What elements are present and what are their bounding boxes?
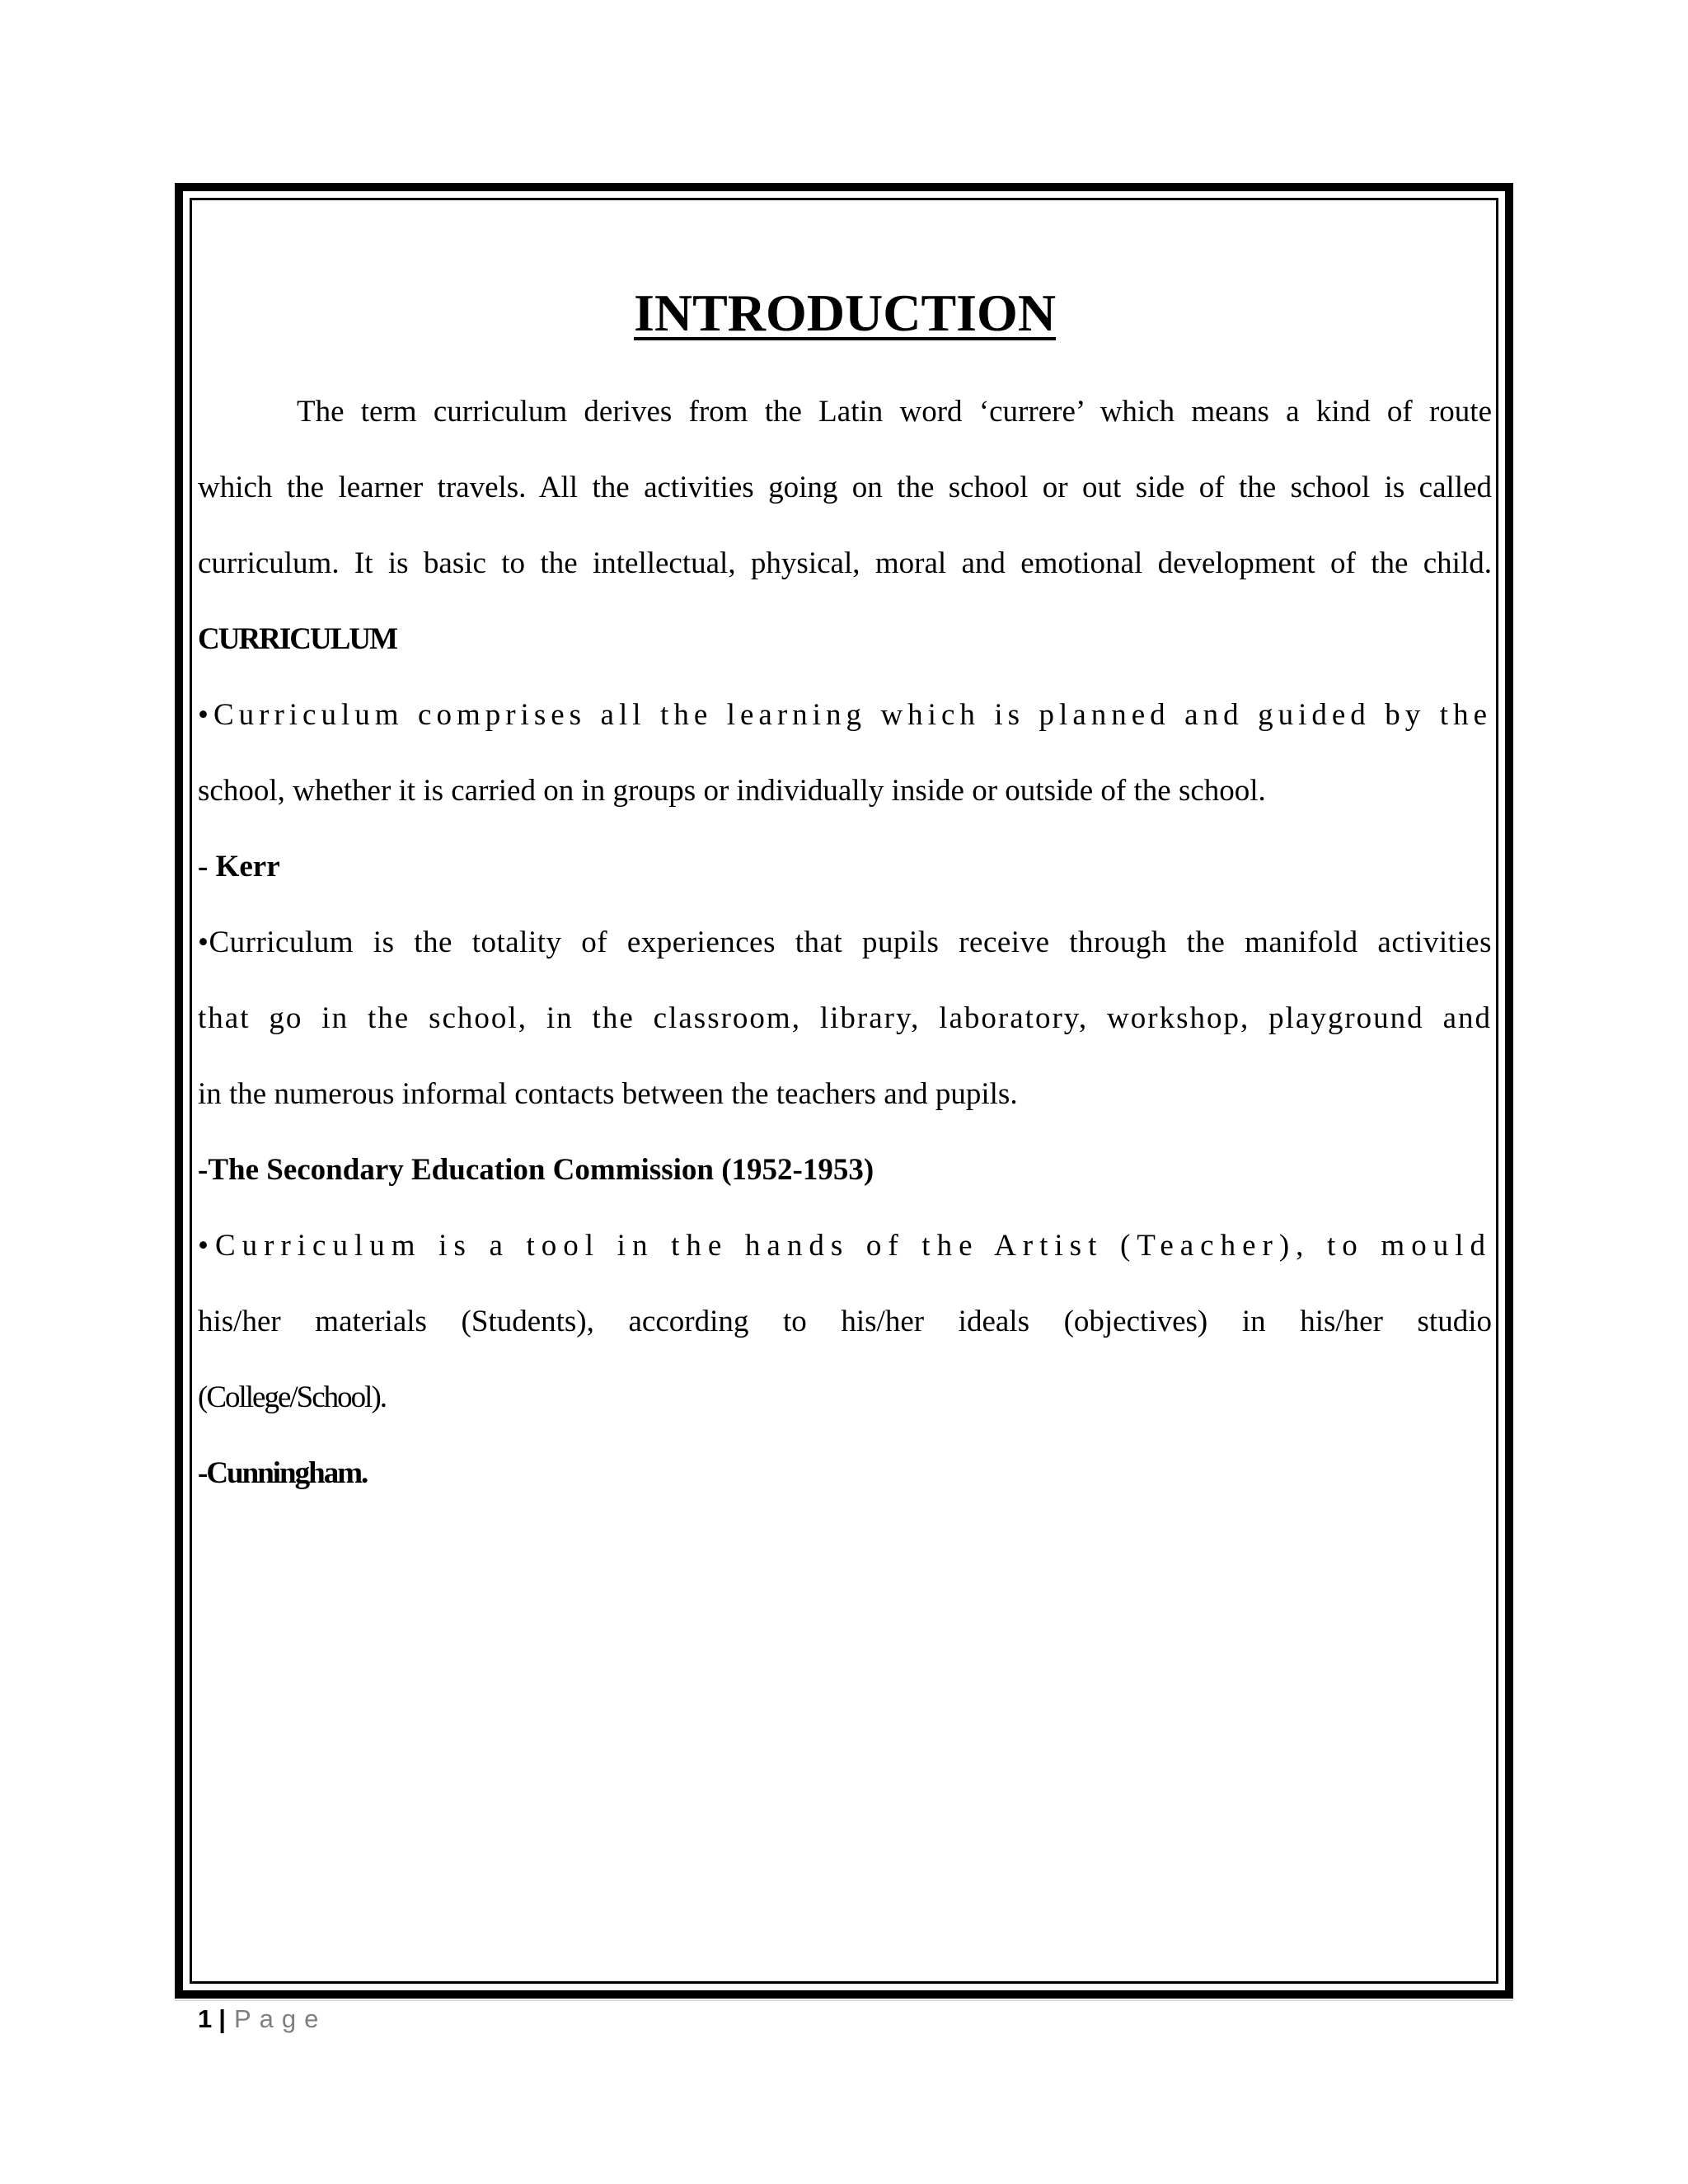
definition-line: •Curriculum comprises all the learning which is planned and guided by the xyxy=(198,698,1492,732)
section-heading: CURRICULUM xyxy=(198,622,397,656)
page-label: Page xyxy=(233,2004,327,2033)
page-footer xyxy=(198,2003,326,2036)
definition-kerr xyxy=(198,677,1492,905)
definition-author: -The Secondary Education Commission (1952-1953) xyxy=(198,1153,874,1187)
definition-line: that go in the school, in the classroom, library, laboratory, workshop, playground and xyxy=(198,1001,1492,1035)
intro-line-3: curriculum. It is basic to the intellectual, physical, moral and emotional development of the child. xyxy=(198,546,1492,580)
definition-line: (College/School). xyxy=(198,1380,387,1414)
footer-divider xyxy=(175,2000,1513,2001)
definition-line: school, whether it is carried on in groups or individually inside or outside of the school. xyxy=(198,774,1266,808)
page-number: 1 xyxy=(198,2004,213,2033)
definition-line: •Curriculum is the totality of experiences that pupils receive through the manifold activities xyxy=(198,926,1492,959)
definition-author: -Cunningham. xyxy=(198,1456,368,1490)
footer-separator: | xyxy=(218,2004,226,2033)
intro-line-2: which the learner travels. All the activities going on the school or out side of the school is called xyxy=(198,471,1492,504)
page-title: INTRODUCTION xyxy=(633,284,1057,342)
intro-line-1: The term curriculum derives from the Latin word ‘currere’ which means a kind of route xyxy=(297,395,1492,429)
definition-line: in the numerous informal contacts between the teachers and pupils. xyxy=(198,1077,1018,1111)
intro-paragraph xyxy=(198,374,1492,602)
definition-author: - Kerr xyxy=(198,850,280,883)
definition-line: •Curriculum is a tool in the hands of the Artist (Teacher), to mould xyxy=(198,1229,1492,1263)
definition-cunningham xyxy=(198,1208,1492,1511)
definition-line: his/her materials (Students), according to his/her ideals (objectives) in his/her studio xyxy=(198,1305,1492,1338)
definition-commission xyxy=(198,905,1492,1208)
document-body xyxy=(198,272,1492,1511)
